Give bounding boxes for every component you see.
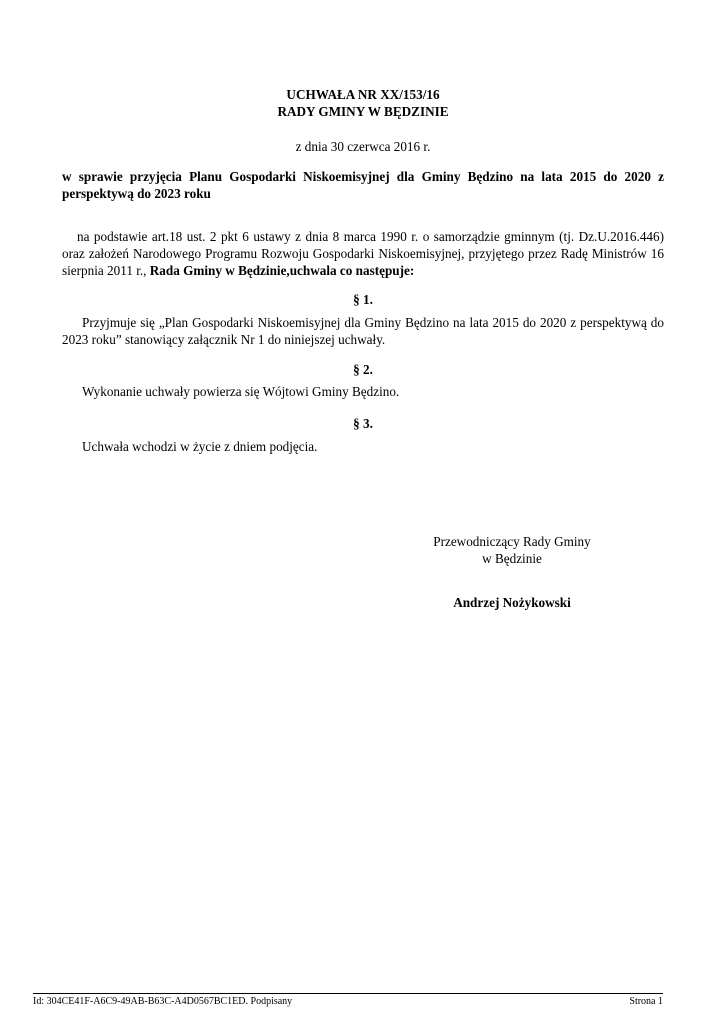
page-number: Strona 1 xyxy=(629,996,663,1007)
signature-block xyxy=(422,533,602,611)
footer-divider xyxy=(33,993,663,994)
paragraph-1-text: Przyjmuje się „Plan Gospodarki Niskoemisyjnej dla Gminy Będzino na lata 2015 do 2020 z perspektywą do 2023 roku” stanowiący załącznik Nr 1 do niniejszej uchwały. xyxy=(62,315,664,347)
resolution-date: z dnia 30 czerwca 2016 r. xyxy=(295,139,431,154)
legal-basis-text: na podstawie art.18 ust. 2 pkt 6 ustawy z dnia 8 marca 1990 r. o samorządzie gminnym (tj. Dz.U.2016.446) oraz założeń Narodowego Programu Rozwoju Gospodarki Niskoemisyjnej, przyjętego przez Radę Ministrów 16 sierpnia 2011 r., xyxy=(62,229,664,278)
title-line-2: RADY GMINY W BĘDZINIE xyxy=(277,104,449,119)
resolution-subject: w sprawie przyjęcia Planu Gospodarki Niskoemisyjnej dla Gminy Będzino na lata 2015 do 2020 z perspektywą do 2023 roku xyxy=(62,169,664,201)
legal-basis-bold: Rada Gminy w Będzinie,uchwala co następuje: xyxy=(149,263,415,278)
paragraph-1-heading: § 1. xyxy=(353,292,373,307)
resolution-title xyxy=(62,86,664,120)
document-id: Id: 304CE41F-A6C9-49AB-B63C-A4D0567BC1ED. Podpisany xyxy=(33,996,293,1007)
paragraph-3-heading: § 3. xyxy=(353,416,373,431)
paragraph-2-text: Wykonanie uchwały powierza się Wójtowi Gminy Będzino. xyxy=(82,384,400,399)
title-line-1: UCHWAŁA NR XX/153/16 xyxy=(286,87,440,102)
signature-role-line-1: Przewodniczący Rady Gminy xyxy=(433,534,591,549)
signature-role-line-2: w Będzinie xyxy=(482,551,542,566)
paragraph-3-text: Uchwała wchodzi w życie z dniem podjęcia. xyxy=(82,439,318,454)
signer-name: Andrzej Nożykowski xyxy=(453,595,571,610)
document-page xyxy=(62,0,664,1024)
paragraph-2-heading: § 2. xyxy=(353,362,373,377)
legal-basis xyxy=(62,228,664,279)
